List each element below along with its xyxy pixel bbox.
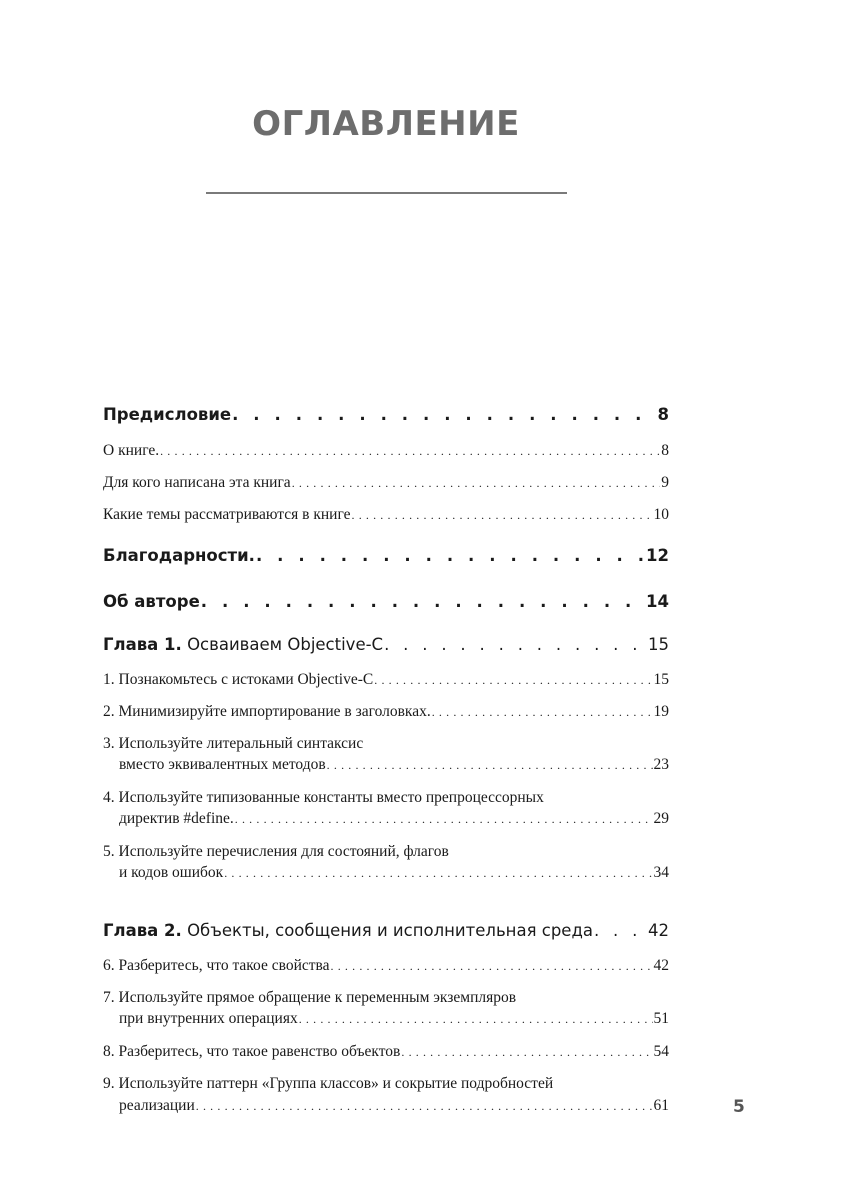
toc-entry-text: при внутренних операциях bbox=[119, 1010, 298, 1027]
toc-entry-text: Для кого написана эта книга bbox=[103, 474, 291, 491]
toc-page-number: 19 bbox=[653, 703, 669, 720]
dot-leader bbox=[224, 866, 652, 881]
page-number: 5 bbox=[733, 1097, 745, 1117]
toc-page-number: 61 bbox=[653, 1097, 669, 1114]
dot-leader bbox=[594, 921, 647, 940]
toc-entry-text: директив #define. bbox=[119, 810, 234, 827]
toc-entry-text: 2. Минимизируйте импортирование в заголовках. bbox=[103, 703, 431, 720]
toc-section-author[interactable] bbox=[103, 592, 669, 611]
chapter-label: Глава 1. bbox=[103, 635, 182, 654]
dot-leader bbox=[196, 1099, 653, 1114]
toc-page-number: 54 bbox=[653, 1043, 669, 1060]
title-divider bbox=[206, 192, 567, 194]
dot-leader bbox=[327, 758, 653, 773]
toc-entry-text: 1. Познакомьтесь с истоками Objective-C bbox=[103, 671, 374, 688]
dot-leader bbox=[299, 1012, 653, 1027]
toc-item-1[interactable] bbox=[103, 671, 669, 689]
toc-item-9[interactable] bbox=[103, 1097, 669, 1115]
toc-entry-text: и кодов ошибок bbox=[119, 864, 224, 881]
toc-page-number: 15 bbox=[648, 635, 669, 654]
toc-item-5[interactable] bbox=[103, 864, 669, 882]
dot-leader bbox=[160, 444, 660, 459]
toc-entry-text: Благодарности. bbox=[103, 546, 255, 565]
chapter-label: Глава 2. bbox=[103, 921, 182, 940]
dot-leader bbox=[401, 1045, 652, 1060]
toc-entry-text: Предисловие bbox=[103, 405, 232, 424]
toc-page-number: 15 bbox=[653, 671, 669, 688]
toc-section-preface[interactable] bbox=[103, 405, 669, 424]
toc-entry-text: Осваиваем Objective-C bbox=[187, 635, 384, 654]
dot-leader bbox=[352, 508, 653, 523]
toc-chapter-1[interactable] bbox=[103, 635, 669, 654]
toc-item-audience[interactable] bbox=[103, 474, 669, 492]
toc-item-3-line1[interactable]: 3. Используйте литеральный синтаксис bbox=[103, 735, 364, 752]
dot-leader bbox=[374, 673, 652, 688]
toc-page-number: 14 bbox=[646, 592, 669, 611]
dot-leader bbox=[331, 959, 653, 974]
toc-page-number: 10 bbox=[653, 506, 669, 523]
toc-chapter-2[interactable] bbox=[103, 921, 669, 940]
dot-leader bbox=[432, 705, 653, 720]
toc-page-number: 51 bbox=[653, 1010, 669, 1027]
toc-page-number: 42 bbox=[648, 921, 669, 940]
toc-entry-text: 8. Разберитесь, что такое равенство объектов bbox=[103, 1043, 401, 1060]
toc-item-7-line1[interactable]: 7. Используйте прямое обращение к переменным экземпляров bbox=[103, 989, 517, 1006]
dot-leader bbox=[256, 546, 645, 565]
dot-leader bbox=[201, 592, 645, 611]
toc-page-number: 34 bbox=[653, 864, 669, 881]
toc-item-about-book[interactable] bbox=[103, 442, 669, 460]
toc-entry-text: О книге. bbox=[103, 442, 160, 459]
toc-item-3[interactable] bbox=[103, 756, 669, 774]
dot-leader bbox=[292, 476, 661, 491]
toc-page-number: 8 bbox=[657, 405, 669, 424]
toc-item-9-line1[interactable]: 9. Используйте паттерн «Группа классов» и сокрытие подробностей bbox=[103, 1075, 554, 1092]
toc-item-6[interactable] bbox=[103, 957, 669, 975]
toc-page-number: 42 bbox=[653, 957, 669, 974]
toc-entry-text: Объекты, сообщения и исполнительная среда bbox=[187, 921, 593, 940]
toc-item-4[interactable] bbox=[103, 810, 669, 828]
toc-section-thanks[interactable] bbox=[103, 546, 669, 565]
toc-entry-text: Какие темы рассматриваются в книге bbox=[103, 506, 351, 523]
toc-page-number: 9 bbox=[661, 474, 669, 491]
toc-item-2[interactable] bbox=[103, 703, 669, 721]
toc-page-number: 8 bbox=[661, 442, 669, 459]
toc-item-5-line1[interactable]: 5. Используйте перечисления для состояний, флагов bbox=[103, 843, 449, 860]
toc-page-number: 12 bbox=[646, 546, 669, 565]
toc-entry-text: реализации bbox=[119, 1097, 195, 1114]
toc-page-number: 23 bbox=[653, 756, 669, 773]
toc-item-7[interactable] bbox=[103, 1010, 669, 1028]
toc-page-number: 29 bbox=[653, 810, 669, 827]
toc-entry-text: вместо эквивалентных методов bbox=[119, 756, 326, 773]
toc-entry-text: Об авторе bbox=[103, 592, 200, 611]
dot-leader bbox=[235, 812, 653, 827]
dot-leader bbox=[232, 405, 656, 424]
toc-item-topics[interactable] bbox=[103, 506, 669, 524]
toc-item-8[interactable] bbox=[103, 1043, 669, 1061]
toc-item-4-line1[interactable]: 4. Используйте типизованные константы вместо препроцессорных bbox=[103, 789, 544, 806]
toc-entry-text: 6. Разберитесь, что такое свойства bbox=[103, 957, 330, 974]
dot-leader bbox=[384, 635, 647, 654]
page-title: ОГЛАВЛЕНИЕ bbox=[252, 104, 520, 144]
